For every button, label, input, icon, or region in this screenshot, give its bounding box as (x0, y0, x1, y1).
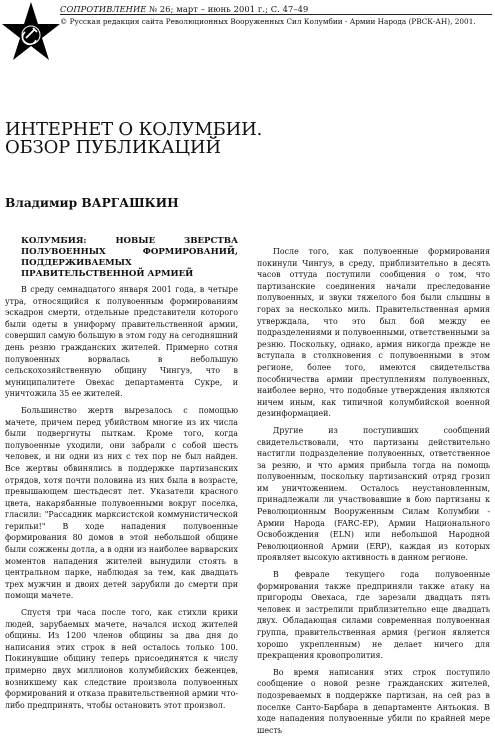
red-star-hammer-sickle-logo (2, 0, 60, 70)
paragraph: Во время написания этих строк поступило сообщение о новой резне гражданских жителей, подозреваемых в поддержке партизан, на сей раз в поселке Санто-Барбара в департаменте Антьокия. В ходе нападения полувоенные убили по крайней мере шесть (257, 667, 490, 735)
paragraph: В среду семнадцатого января 2001 года, в четыре утра, относящийся к полувоенным формированиям эскадрон смерти, отдельные представители которого были одеты в униформу правительственной армии, совершил самую большую в этом году на сегодняшний день резню гражданских жителей. Примерно сотня полувоенных ворвалась в небольшую сельскохозяйственную общину Чингуэ, что в муниципалитете Овехас департамента Сукре, и уничтожила 35 ее жителей. (5, 285, 238, 399)
section-heading: КОЛУМБИЯ: НОВЫЕ ЗВЕРСТВА ПОЛУВОЕННЫХ ФОРМИРОВАНИЙ, ПОДДЕРЖИВАЕМЫХ ПРАВИТЕЛЬСТВЕННОЙ АРМИЕЙ (21, 236, 238, 279)
title-line-1: ИНТЕРНЕТ О КОЛУМБИИ. (5, 119, 263, 140)
paragraph: В феврале текущего года полувоенные формирования также предприняли также атаку на пригороды Овехаса, где зарезали двадцать пять человек и застрелили приблизительно еще двадцать двух. Обладающая силами современная полувоенная группа, правительственная армия (регион является хорошо укрепленным) не делает ничего для прекращения кровопролития. (257, 570, 490, 661)
paragraph: После того, как полувоенные формирования покинули Чингуэ, в среду, приблизительно в десять часов оттуда поступили сообщения о том, что партизанские соединения начали преследование полувоенных, и звуки тяжелого боя были слышны в горах за несколько миль. Правительственная армия утверждала, что это был бой между ее подразделениями и полувоенными, ответственными за резню. Поскольку, однако, армия никогда прежде не вступала в столкновения с полувоенными в этом регионе, более того, имеются свидетельства пособничества армии преступлениям полувоенных, наиболее верно, что подобные утверждения являются ничем иным, как типичной колумбийской военной дезинформацией. (257, 247, 490, 419)
title-line-2: ОБЗОР ПУБЛИКАЦИЙ (5, 137, 221, 158)
copyright-line: © Русская редакция сайта Революционных Вооруженных Сил Колумбии - Армии Народа (РВСК-АН), 2001. (60, 17, 476, 26)
journal-line (60, 4, 308, 14)
page-header (0, 0, 495, 72)
paragraph: Другие из поступивших сообщений свидетельствовали, что партизаны действительно настигли подразделение полувоенных, ответственное за резню, и что армия прибыла тогда на помощь полувоенным, поскольку партизанский отряд грозил им уничтожением. Осталось неустановленным, принадлежали ли участвовавшие в бою партизаны к Революционным Вооруженным Силам Колумбии - Армии Народа (FARC-EP), Армии Национального Освобождения (ELN) или небольшой Народной Революционной Армии (ERP), каждая из которых проявляет высокую активность в данном регионе. (257, 425, 490, 563)
author-name: Владимир ВАРГАШКИН (5, 196, 179, 210)
column-left (5, 236, 238, 716)
paragraph: Спустя три часа после того, как стихли крики людей, зарубаемых мачете, начался исход жителей общины. Из 1200 членов общины за два дня до написания этих строк в ней осталось только 100. Покинувшие общину теперь присоединятся к числу примерно двух миллионов колумбийских беженцев, возникшему как следствие произвола полувоенных формирований и отказа правительственной армии что-либо предпринять, чтобы остановить этот произвол. (5, 608, 238, 710)
issue-info: № 26; март – июнь 2001 г.; С. 47–49 (149, 4, 309, 14)
paragraph: Большинство жертв вырезалось с помощью мачете, причем перед убийством многие из их числа были подвергнуты пыткам. Кроме того, когда полувоенные уходили, они забрали с собой шесть человек, и ни одни из них с тех пор не был найден. Все жертвы обвинялись в поддержке партизанских отрядов, хотя почти половина из них была в возрасте, превышающем шестьдесят лет. Указатели красного цвета, накарябанные полувоенными вокруг поселка, гласили: "Рассадник марксистской коммунистической герильи!" В ходе нападения полувоенные формирования 80 домов в этой небольшой общине были сожжены дотла, а в одни из наиболее варварских моментов нападения жителей вынудили стоять в центральном парке, наблюдая за тем, как двадцать трех мужчин и двоих детей зарубили до смерти при помощи мачете. (5, 405, 238, 601)
journal-name: СОПРОТИВЛЕНИЕ (60, 4, 147, 14)
article-title (5, 121, 262, 157)
column-right (257, 246, 490, 741)
header-rule (60, 14, 492, 15)
